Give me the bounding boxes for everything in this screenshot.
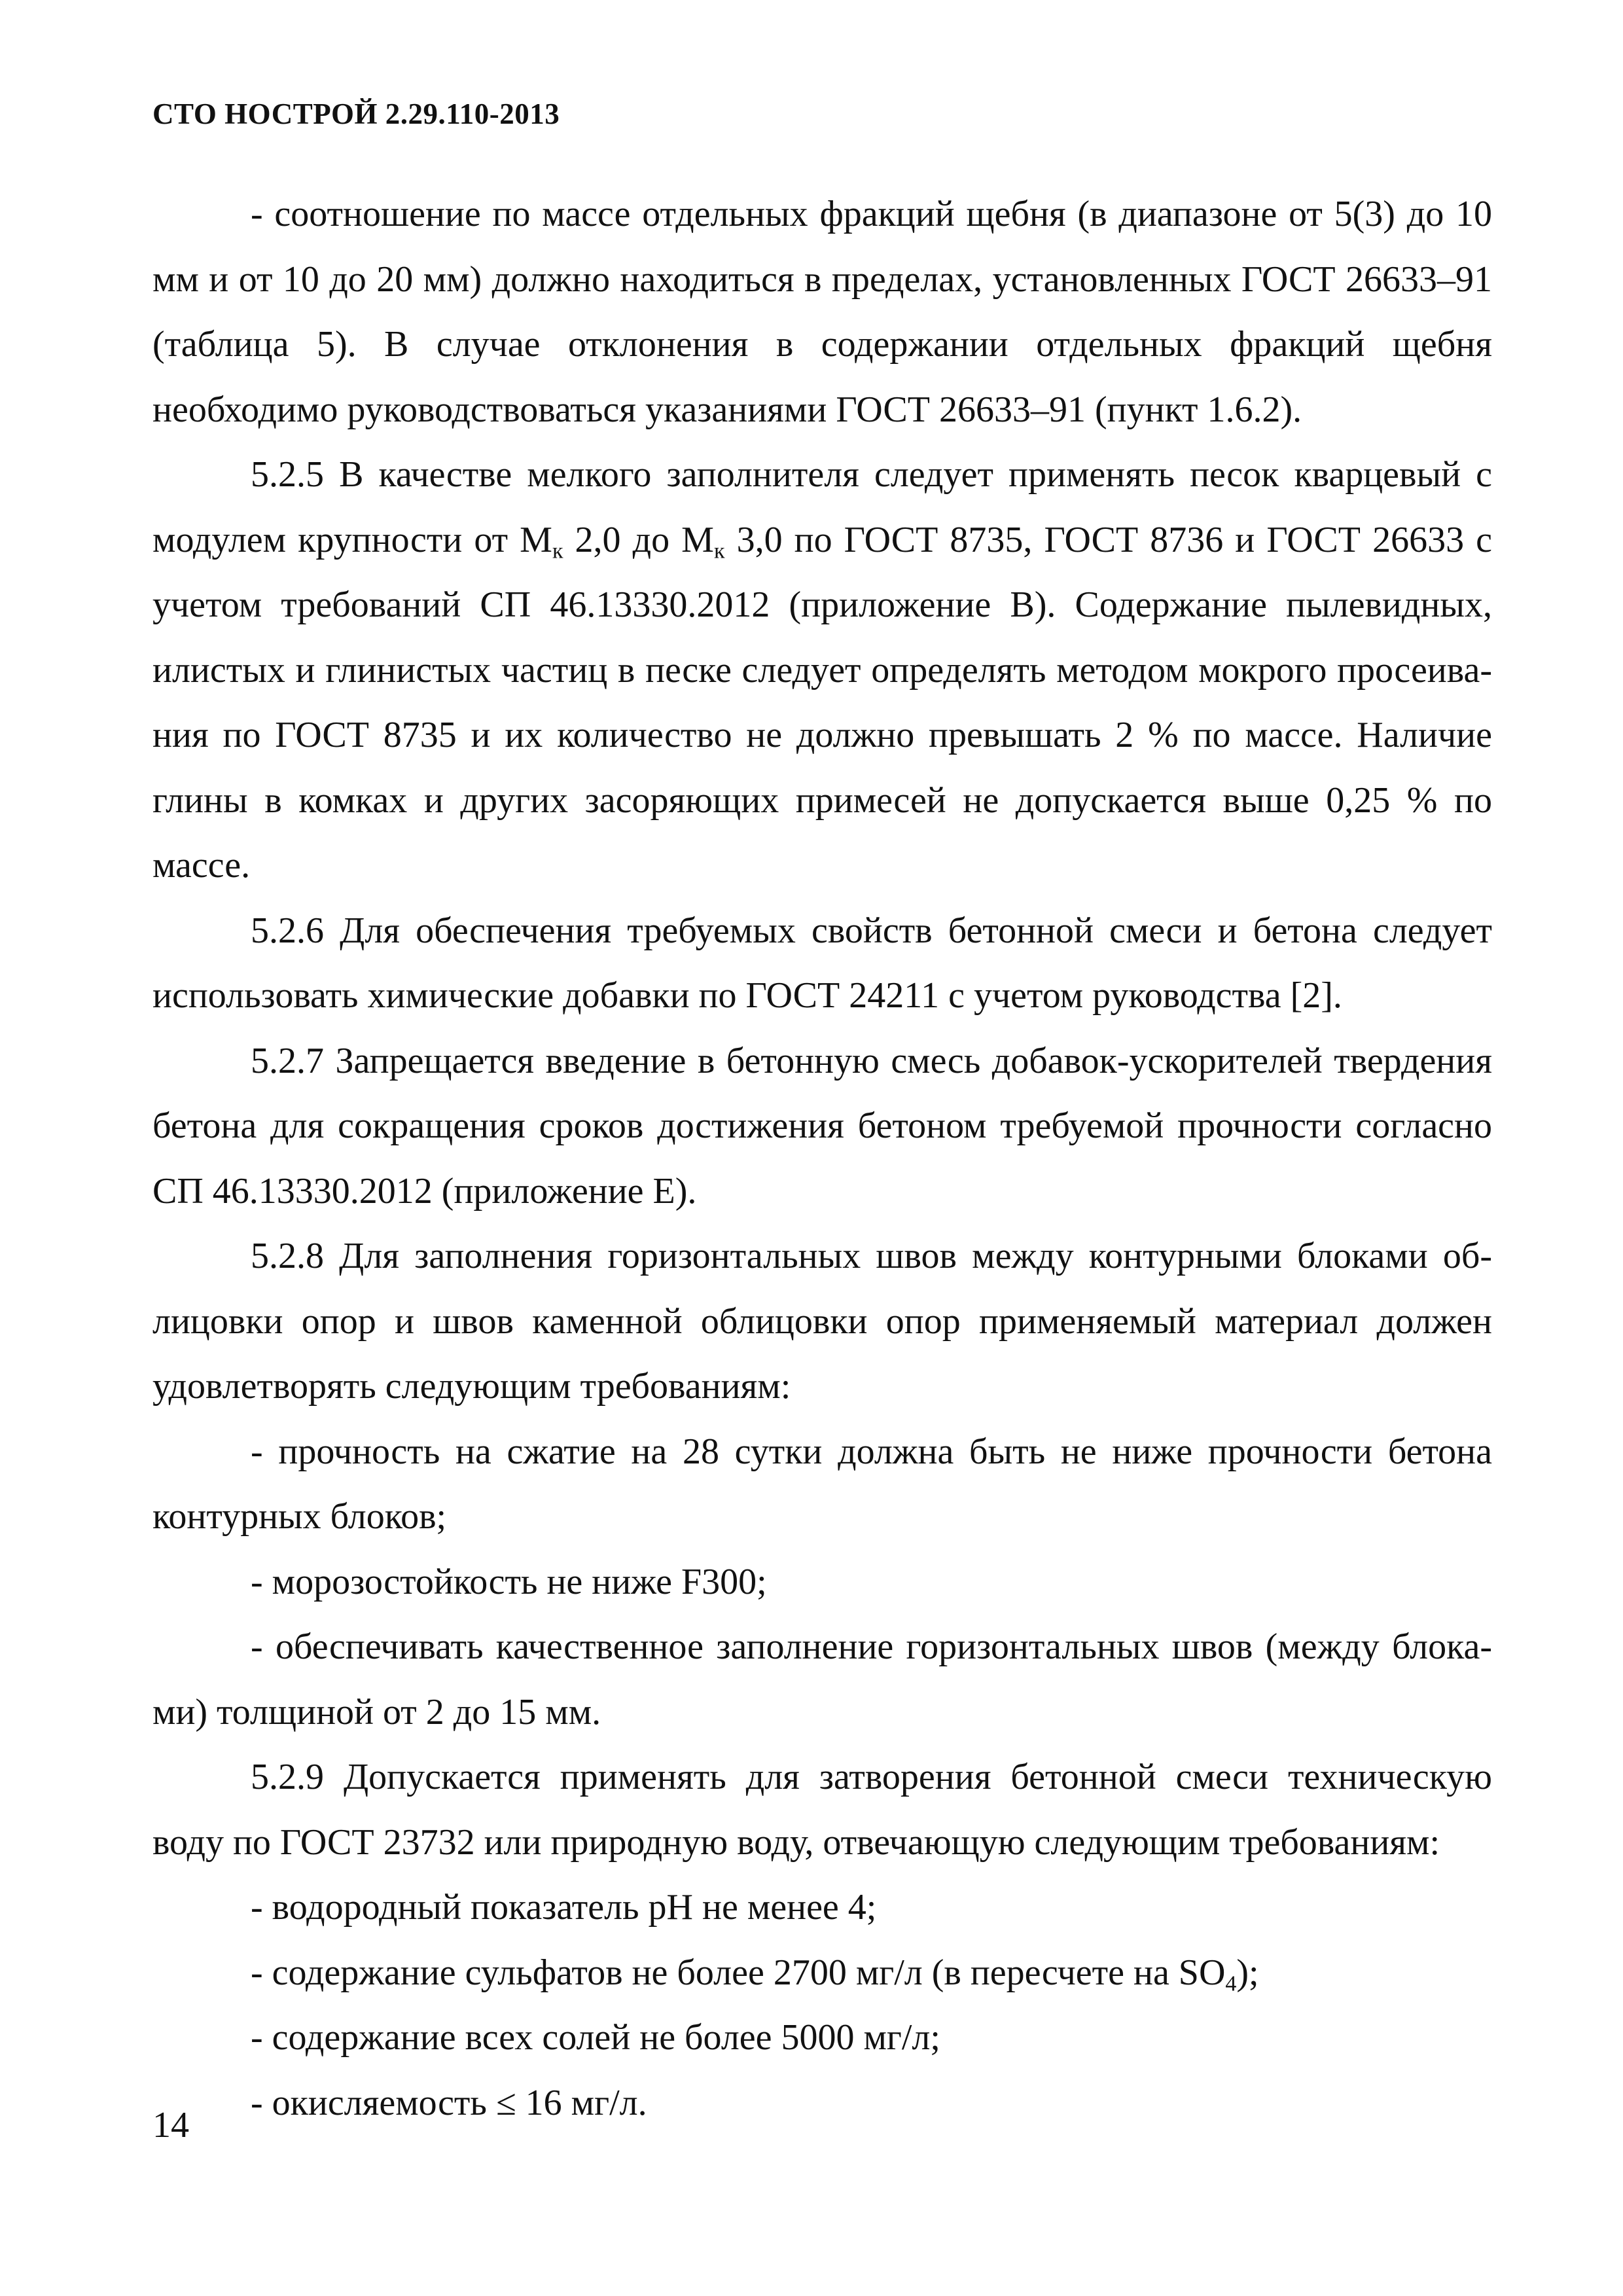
paragraph-text: );: [1236, 1952, 1259, 1993]
page-number: 14: [152, 2105, 189, 2145]
paragraph-text: 2,0 до М: [563, 519, 714, 560]
paragraph-fraction-ratio: - соотношение по массе отдельных фракций щебня (в диапазоне от 5(3) до 10 мм и от 10 до 20 мм) должно находиться в пределах, установленных ГОСТ 26633–91 (таблица 5). В случае отклонения в содержании отдельных фракций щебня необходимо руководствоваться указаниями ГОСТ 26633–91 (пункт 1.6.2).: [152, 194, 1492, 430]
list-item-oxidizability: - окисляемость ≤ 16 мг/л.: [251, 2082, 647, 2123]
subscript-k: к: [552, 539, 563, 564]
list-item-joint-filling: - обеспечивать качественное заполнение горизонтальных швов (между блоками) толщиной от 2 до 15 мм.: [152, 1626, 1492, 1732]
list-item-salts: - содержание всех солей не более 5000 мг/л;: [251, 2017, 940, 2058]
subscript-k: к: [713, 539, 725, 564]
paragraph-5-2-8: 5.2.8 Для заполнения горизонтальных швов между контурными блоками облицовки опор и швов каменной облицовки опор применяемый материал должен удовлетворять следующим требованиям:: [152, 1236, 1492, 1407]
paragraph-text: - содержание сульфатов не более 2700 мг/л (в пересчете на SO: [251, 1952, 1226, 1993]
document-header: СТО НОСТРОЙ 2.29.110-2013: [152, 98, 560, 130]
paragraph-text: 5.2.5 В качестве мелкого заполнителя следует применять песок кварцевый с модулем крупности от М: [152, 454, 1492, 560]
document-body: [152, 182, 1492, 2136]
list-item-frost-resistance: - морозостойкость не ниже F300;: [251, 1561, 767, 1602]
paragraph-text: 3,0 по ГОСТ 8735, ГОСТ 8736 и ГОСТ 26633 с учетом требований СП 46.13330.2012 (приложение В). Содержание пылевидных, илистых и глинистых частиц в песке следует определять методом мокрого просеивания по ГОСТ 8735 и их количество не должно превышать 2 % по массе. Наличие глины в комках и других засоряющих примесей не допускается выше 0,25 % по массе.: [152, 519, 1492, 886]
list-item-strength: - прочность на сжатие на 28 сутки должна быть не ниже прочности бетона контурных блоков;: [152, 1431, 1492, 1537]
subscript-4: 4: [1225, 1971, 1237, 1996]
list-item-sulfates: [152, 1941, 1492, 2006]
paragraph-5-2-6: 5.2.6 Для обеспечения требуемых свойств бетонной смеси и бетона следует использовать химические добавки по ГОСТ 24211 с учетом руководства [2].: [152, 910, 1492, 1016]
list-item-ph: - водородный показатель pH не менее 4;: [251, 1887, 877, 1928]
paragraph-5-2-9: 5.2.9 Допускается применять для затворения бетонной смеси техническую воду по ГОСТ 23732 или природную воду, отвечающую следующим требованиям:: [152, 1757, 1492, 1863]
paragraph-5-2-5: [152, 442, 1492, 899]
paragraph-5-2-7: 5.2.7 Запрещается введение в бетонную смесь добавок-ускорителей твердения бетона для сокращения сроков достижения бетоном требуемой прочности согласно СП 46.13330.2012 (приложение Е).: [152, 1040, 1492, 1211]
